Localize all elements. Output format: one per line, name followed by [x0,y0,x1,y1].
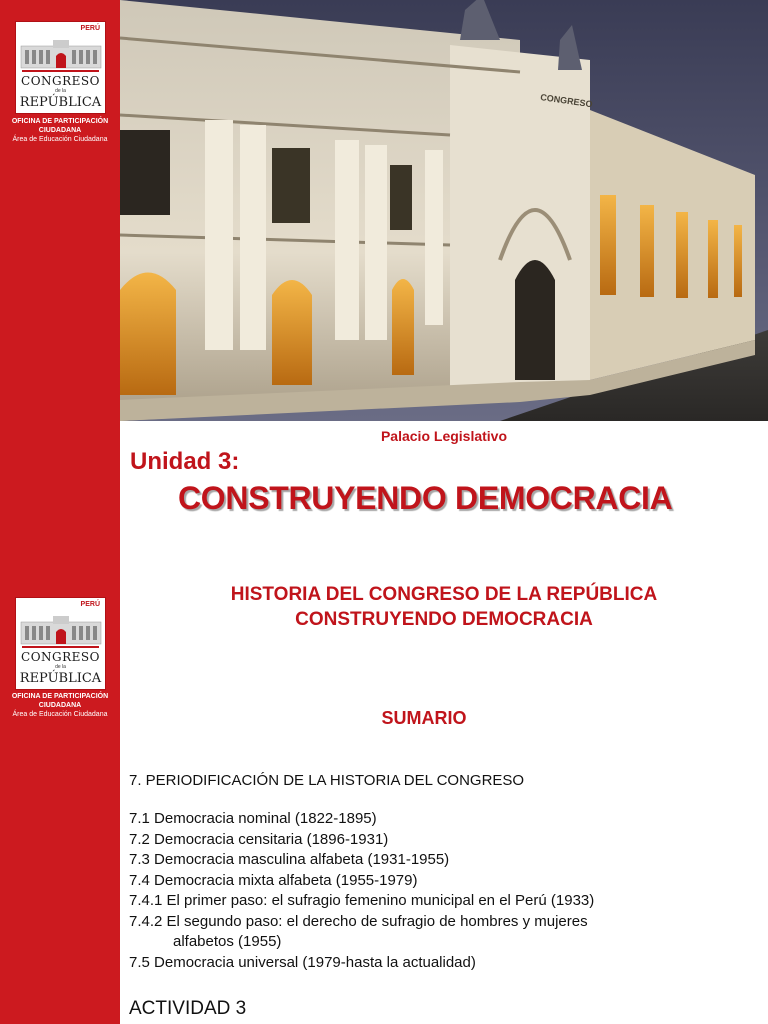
sidebar [0,0,120,1024]
summary-title: SUMARIO [381,708,467,728]
summary-list [129,772,594,973]
history-title-line2: CONSTRUYENDO DEMOCRACIA [295,609,593,630]
org-line2: CIUDADANA [38,127,82,134]
logo-name-line1: CONGRESO [21,650,100,664]
org-line1: OFICINA DE PARTICIPACIÓN [11,118,109,125]
list-item: 7.3 Democracia masculina alfabeta (1931-1955) [129,851,450,868]
list-item: 7.2 Democracia censitaria (1896-1931) [129,830,389,848]
org-line1: OFICINA DE PARTICIPACIÓN [11,693,109,700]
list-item: 7.4.1 El primer paso: el sufragio femenino municipal en el Perú (1933) [129,892,595,909]
congreso-logo-2 [15,597,106,690]
logo-country: PERÚ [80,601,100,608]
logo-name-small: de la [55,88,66,94]
logo-country: PERÚ [80,25,100,32]
org-text-2 [2,692,118,719]
activity-label: ACTIVIDAD 3 [129,998,247,1019]
list-item: 7.1 Democracia nominal (1822-1895) [129,810,377,827]
list-item: 7.4 Democracia mixta alfabeta (1955-1979) [129,871,418,889]
list-item-continuation: alfabetos (1955) [173,933,282,950]
unit-label: Unidad 3: [130,448,240,475]
list-item: 7.4.2 El segundo paso: el derecho de sufragio de hombres y mujeres [129,912,588,930]
summary-heading: 7. PERIODIFICACIÓN DE LA HISTORIA DEL CONGRESO [129,772,525,789]
logo-divider [22,70,99,72]
logo-divider [22,646,99,648]
palacio-legislativo-photo [120,0,768,421]
building-icon [19,608,103,646]
org-line2: CIUDADANA [38,702,82,709]
congreso-logo [15,21,106,114]
logo-name-line2: REPÚBLICA [19,95,102,110]
photo-caption: Palacio Legislativo [380,428,508,444]
history-title-line1: HISTORIA DEL CONGRESO DE LA REPÚBLICA [230,584,658,605]
org-text [2,117,118,144]
unit-title: CONSTRUYENDO DEMOCRACIA [178,480,673,516]
building-icon [19,32,103,70]
logo-name-line2: REPÚBLICA [19,671,102,686]
org-line3: Área de Educación Ciudadana [12,136,108,143]
org-line3: Área de Educación Ciudadana [12,711,108,718]
logo-name-small: de la [55,664,66,670]
history-title [120,582,768,632]
facade-sign: CONGRESO [539,92,594,110]
list-item: 7.5 Democracia universal (1979-hasta la actualidad) [129,953,476,971]
logo-name-line1: CONGRESO [21,74,100,88]
